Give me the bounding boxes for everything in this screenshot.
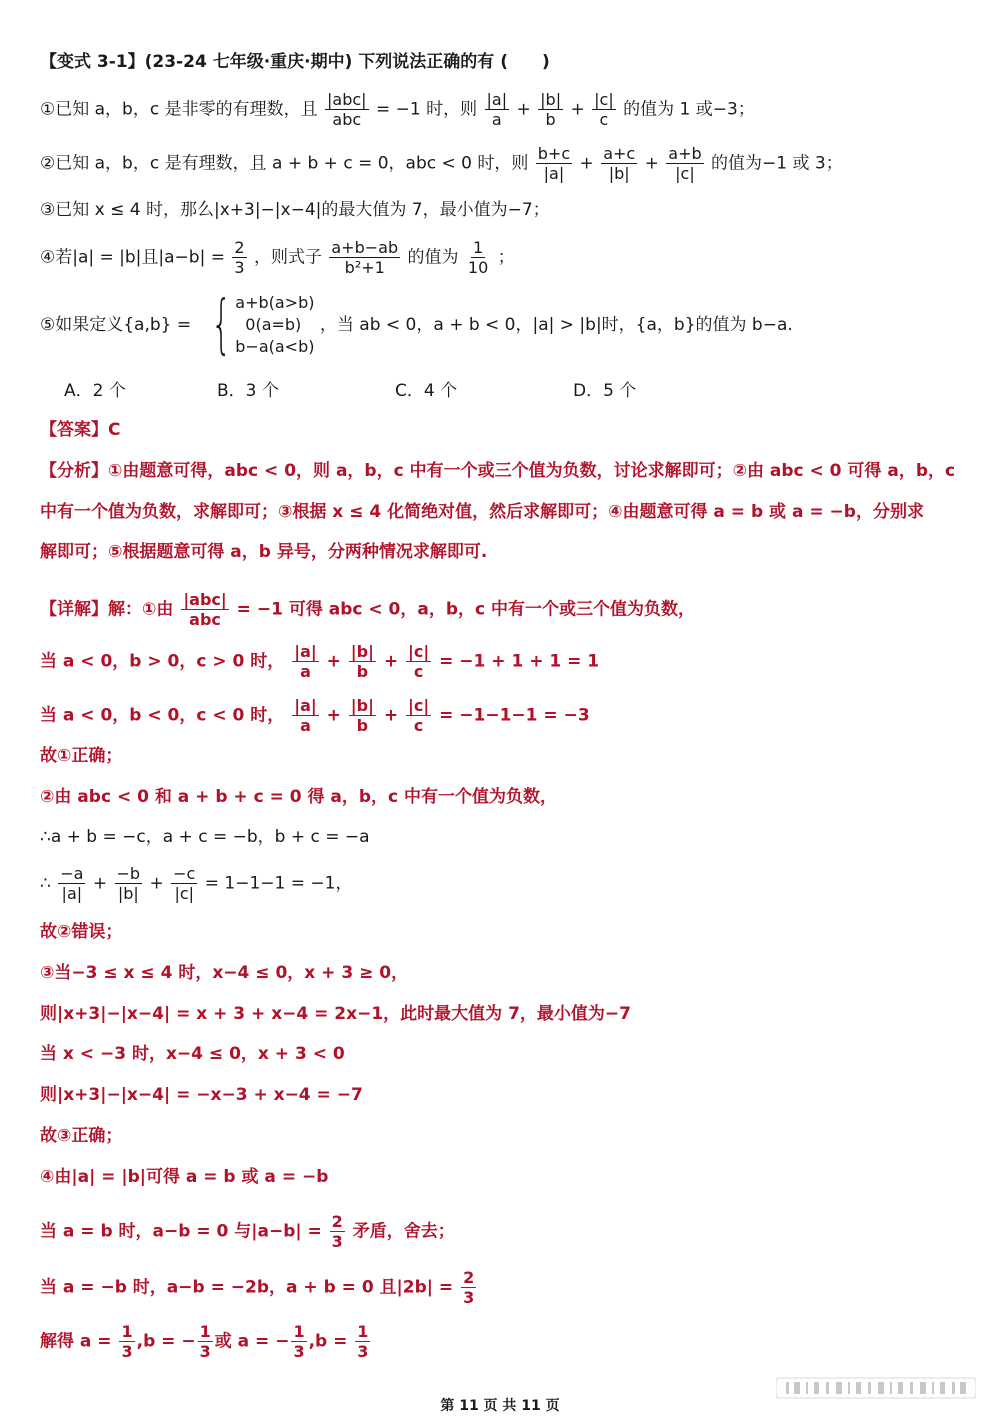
fraction: $\frac{\text{|abc|}}{\text{abc}}$ <box>327 90 367 129</box>
detail-line-10: 则|x+3|−|x−4| = x + 3 + x−4 = 2x−1，此时最大值为 7，最小值为−7 <box>40 1004 631 1024</box>
fraction: $\frac{-b}{|b|}$ <box>116 864 141 903</box>
fraction: $\frac{a+c}{|b|}$ <box>603 144 636 183</box>
piecewise-definition: { a+b(a>b) 0(a=b) b−a(a<b) <box>210 288 315 362</box>
detail-line-15: 当 a = b 时，a−b = 0 与|a−b| = $\frac{2}{3}$ 矛盾，舍去； <box>40 1212 455 1251</box>
fraction: $\frac{|c|}{c}$ <box>594 90 614 129</box>
fraction: $\frac{1}{10}$ <box>467 238 489 277</box>
detail-line-8: 故②错误； <box>40 922 123 942</box>
statement-4: ④若|a| = |b|且|a−b| = $\frac{2}{3}$ ，则式子 $\frac{a+b-ab}{\text{b²+1}}$ 的值为 $\frac{1}{10}$ ； <box>40 238 515 277</box>
analysis-line-1: 【分析】①由题意可得，abc < 0，则 a，b，c 中有一个或三个值为负数，讨论求解即可；②由 abc < 0 可得 a，b，c <box>40 461 956 481</box>
detail-line-6: ∴a + b = −c，a + c = −b，b + c = −a <box>40 827 370 847</box>
fraction: $\frac{|b|}{b}$ <box>350 696 374 735</box>
fraction: $\frac{-c}{|c|}$ <box>173 864 196 903</box>
fraction: $\frac{|b|}{b}$ <box>350 642 374 681</box>
option-c: C．4 个 <box>395 381 458 401</box>
brace-icon: { <box>210 288 232 362</box>
analysis-line-2: 中有一个值为负数，求解即可；③根据 x ≤ 4 化简绝对值，然后求解即可；④由题意可得 a = b 或 a = −b，分别求 <box>40 502 924 522</box>
detail-line-9: ③当−3 ≤ x ≤ 4 时，x−4 ≤ 0，x + 3 ≥ 0， <box>40 963 409 983</box>
fraction: $\frac{|c|}{c}$ <box>408 642 430 681</box>
fraction: $\frac{1}{3}$ <box>357 1322 369 1361</box>
fraction: $\frac{a+b}{|c|}$ <box>668 144 702 183</box>
fraction: $\frac{\text{|abc|}}{\text{abc}}$ <box>183 590 227 629</box>
fraction: $\frac{2}{3}$ <box>463 1268 475 1307</box>
option-a: A．2 个 <box>64 381 126 401</box>
page-footer: 第 11 页 共 11 页 <box>440 1398 560 1414</box>
fraction: $\frac{2}{3}$ <box>234 238 245 277</box>
detail-line-13: 故③正确； <box>40 1126 123 1146</box>
fraction: $\frac{1}{3}$ <box>199 1322 211 1361</box>
detail-line-4: 故①正确； <box>40 746 123 766</box>
fraction: $\frac{1}{3}$ <box>121 1322 133 1361</box>
detail-line-2: 当 a < 0，b > 0，c > 0 时， $\frac{|a|}{a}$ + $\frac{|b|}{b}$ + $\frac{|c|}{c}$ = −1 + 1 + 1 = 1 <box>40 642 600 681</box>
fraction: $\frac{2}{3}$ <box>331 1212 343 1251</box>
fraction: $\frac{|b|}{b}$ <box>540 90 562 129</box>
detail-line-12: 则|x+3|−|x−4| = −x−3 + x−4 = −7 <box>40 1085 363 1105</box>
detail-line-7: ∴ $\frac{-a}{|a|}$ + $\frac{-b}{|b|}$ + $\frac{-c}{|c|}$ = 1−1−1 = −1， <box>40 864 353 903</box>
analysis-line-3: 解即可；⑤根据题意可得 a，b 异号，分两种情况求解即可. <box>40 542 488 562</box>
fraction: $\frac{|a|}{a}$ <box>486 90 508 129</box>
option-d: D．5 个 <box>573 381 637 401</box>
detail-line-5: ②由 abc < 0 和 a + b + c = 0 得 a，b，c 中有一个值为负数， <box>40 787 558 807</box>
answer-value: C <box>108 420 121 440</box>
detail-line-11: 当 x < −3 时，x−4 ≤ 0，x + 3 < 0 <box>40 1044 345 1064</box>
fraction: $\frac{|c|}{c}$ <box>408 696 430 735</box>
fraction: $\frac{-a}{|a|}$ <box>60 864 84 903</box>
fraction: $\frac{1}{3}$ <box>293 1322 305 1361</box>
detail-line-3: 当 a < 0，b < 0，c < 0 时， $\frac{|a|}{a}$ + $\frac{|b|}{b}$ + $\frac{|c|}{c}$ = −1−1−1 = −3 <box>40 696 590 735</box>
detail-line-1: 【详解】解：①由 $\frac{\text{|abc|}}{\text{abc}}$ = −1 可得 abc < 0，a，b，c 中有一个或三个值为负数， <box>40 590 696 629</box>
statement-1: ①已知 a，b，c 是非零的有理数，且 $\frac{\text{|abc|}}{\text{abc}}$ = −1 时，则 $\frac{|a|}{a}$ + $\frac{|b|}{b}$ + $\frac{|c|}{c}$ 的值为 1 或−3； <box>40 90 755 129</box>
fraction: $\frac{a+b-ab}{\text{b²+1}}$ <box>331 238 399 277</box>
question-header: 【变式 3-1】(23-24 七年级·重庆·期中) 下列说法正确的有 ( ) <box>40 52 550 72</box>
detail-line-14: ④由|a| = |b|可得 a = b 或 a = −b <box>40 1167 329 1187</box>
statement-5: ⑤如果定义{a,b} = { a+b(a>b) 0(a=b) b−a(a<b) ，当 ab < 0，a + b < 0，|a| > |b|时，{a，b}的值为 b−a. <box>40 288 793 362</box>
detail-line-17: 解得 a = $\frac{1}{3}$ ,b = − $\frac{1}{3}$ 或 a = − $\frac{1}{3}$ ,b = $\frac{1}{3}$ <box>40 1322 369 1361</box>
fraction: $\frac{|a|}{a}$ <box>294 696 317 735</box>
statement-2: ②已知 a，b，c 是有理数，且 a + b + c = 0，abc < 0 时，则 $\frac{b+c}{|a|}$ + $\frac{a+c}{|b|}$ + $\frac{a+b}{|c|}$ 的值为−1 或 3； <box>40 144 843 183</box>
statement-3: ③已知 x ≤ 4 时，那么|x+3|−|x−4|的最大值为 7，最小值为−7； <box>40 200 550 220</box>
detail-line-16: 当 a = −b 时，a−b = −2b，a + b = 0 且|2b| = $\frac{2}{3}$ <box>40 1268 475 1307</box>
answer-line: 【答案】C <box>40 420 121 440</box>
fraction: $\frac{|a|}{a}$ <box>294 642 317 681</box>
fraction: $\frac{b+c}{|a|}$ <box>537 144 571 183</box>
option-b: B．3 个 <box>217 381 279 401</box>
